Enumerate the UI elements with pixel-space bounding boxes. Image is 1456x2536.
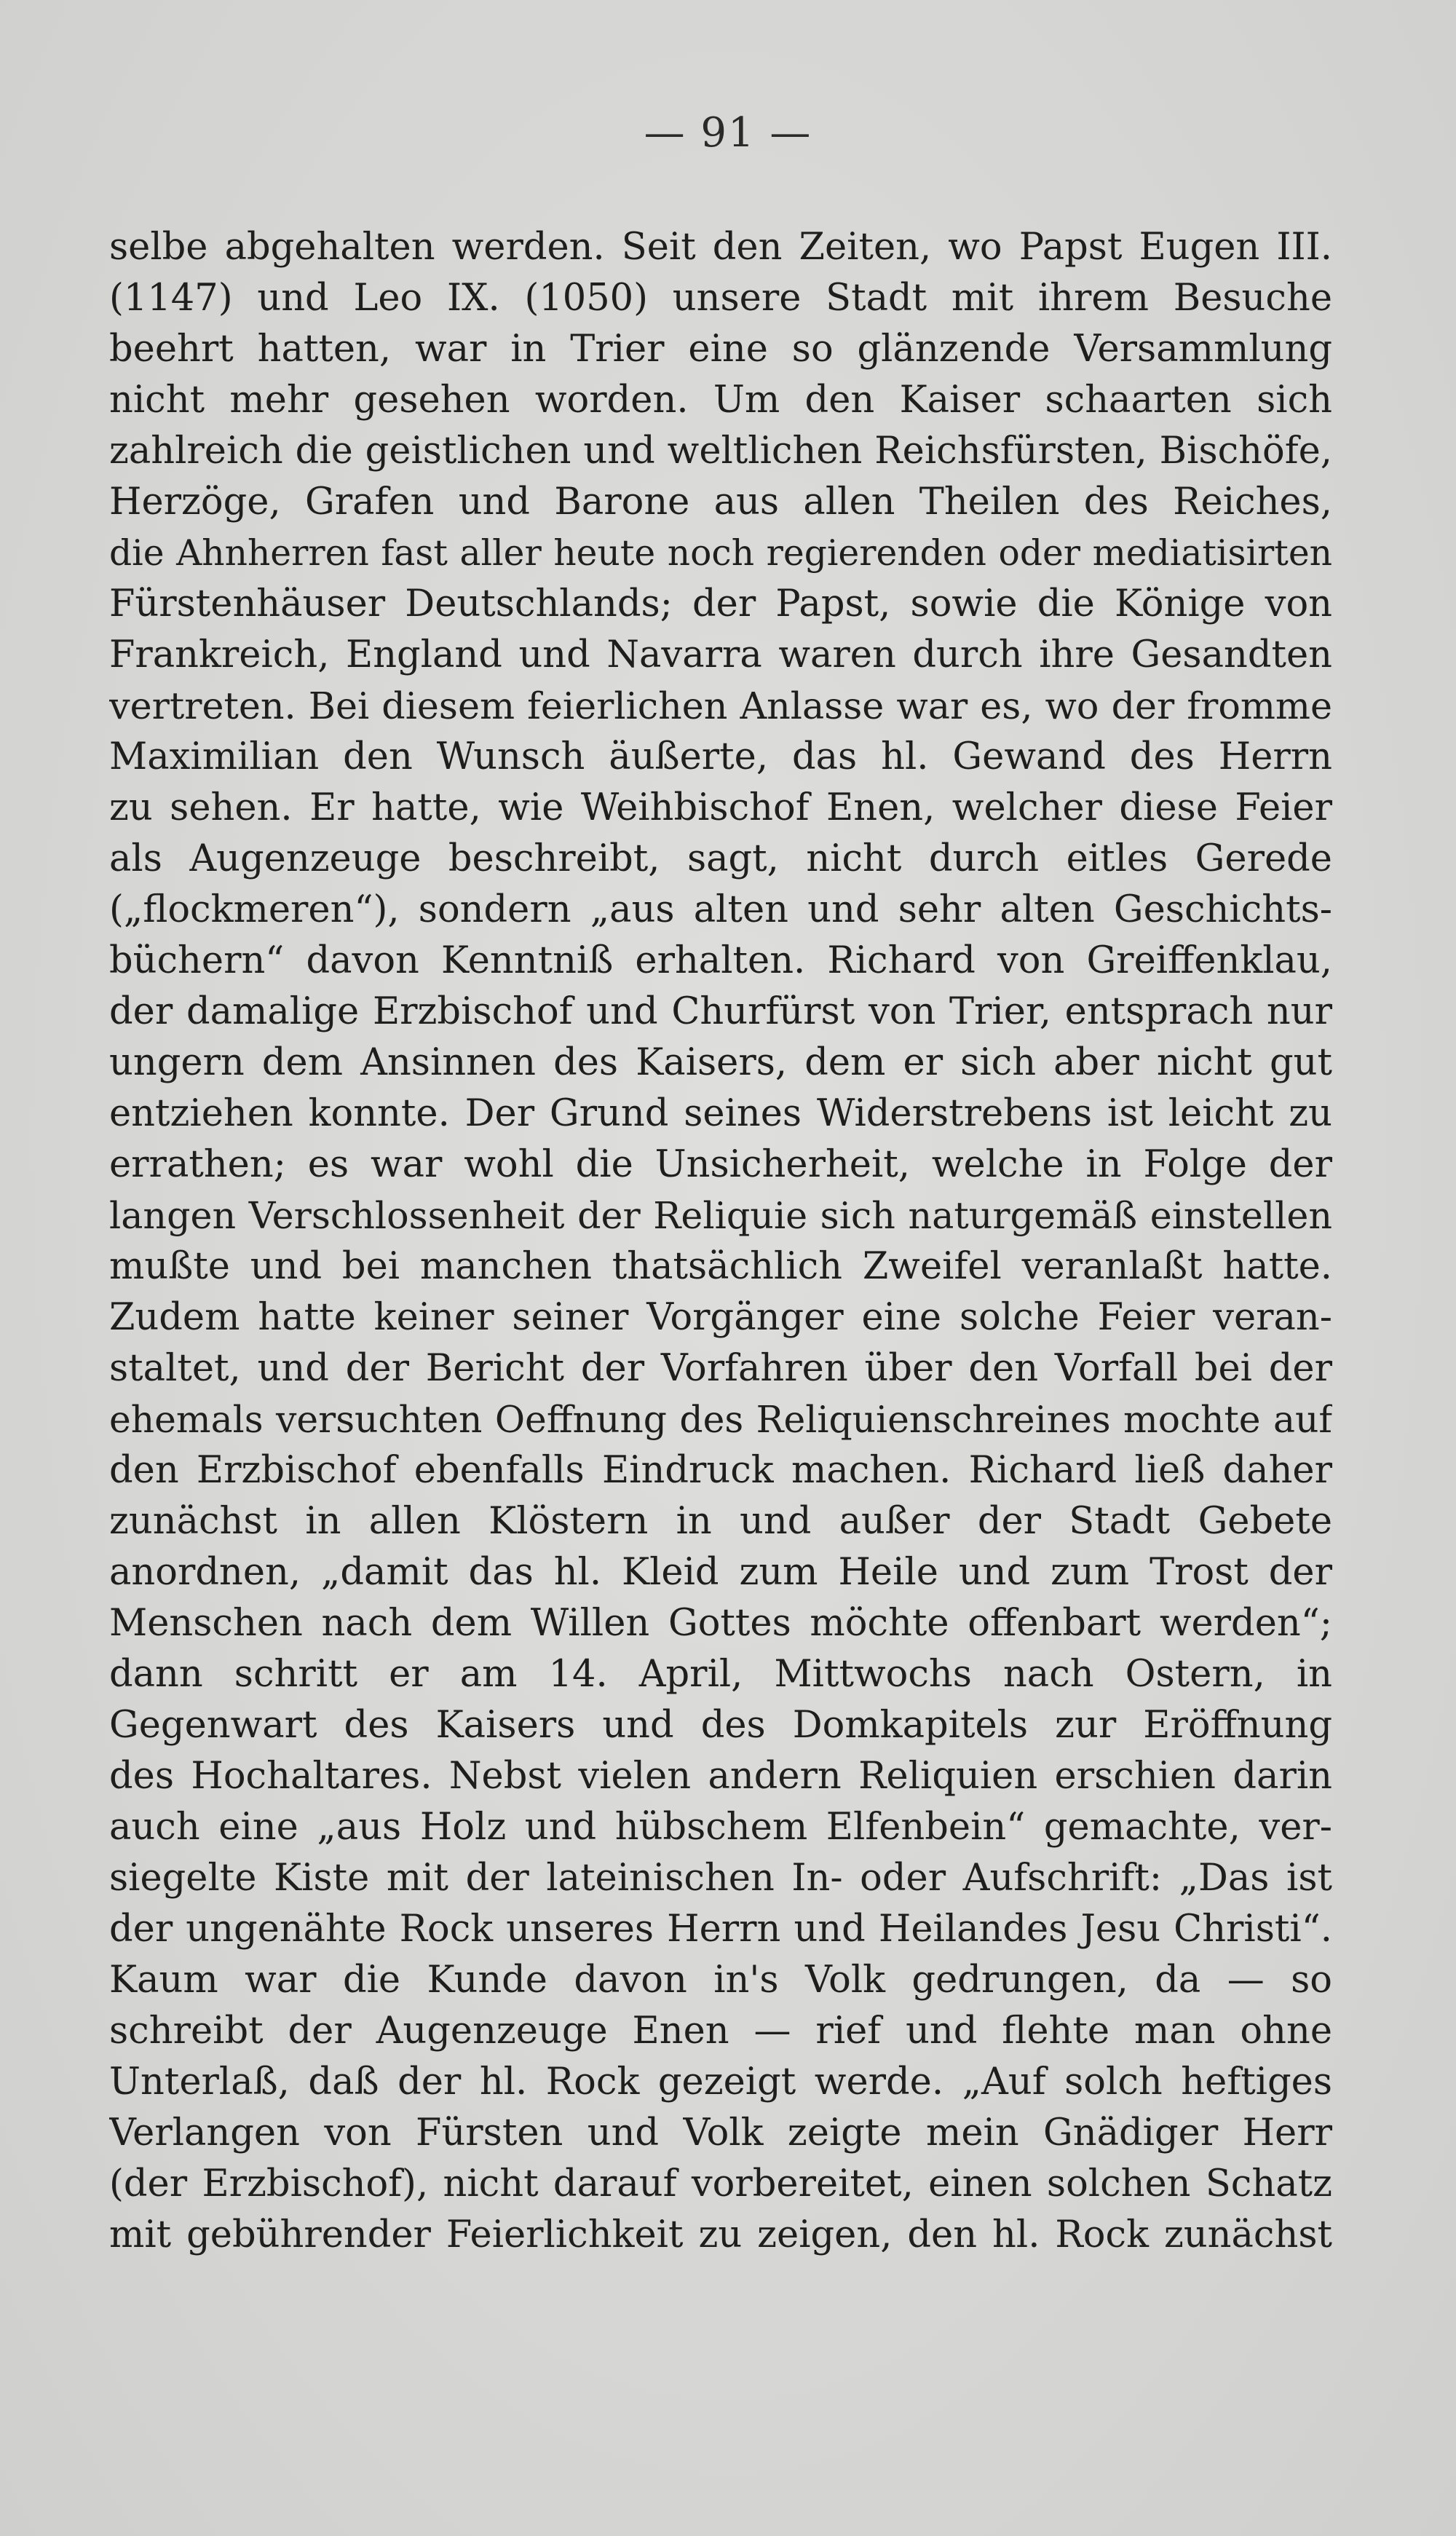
text-line: Frankreich, England und Navarra waren durch ihre Gesandten [109,633,1332,676]
text-line: mußte und bei manchen thatsächlich Zweifel veranlaßt hatte. [109,1245,1332,1288]
body-text [109,222,1332,2261]
text-line: der ungenähte Rock unseres Herrn und Heilandes Jesu Christi“. [109,1908,1332,1951]
text-line: Menschen nach dem Willen Gottes möchte offenbart werden“; [109,1602,1332,1645]
text-line: schreibt der Augenzeuge Enen — rief und flehte man ohne [109,2010,1332,2053]
text-line: („flockmeren“), sondern „aus alten und sehr alten Geschichts- [109,888,1332,931]
text-line: (der Erzbischof), nicht darauf vorbereitet, einen solchen Schatz [109,2162,1332,2205]
text-line: Kaum war die Kunde davon in's Volk gedrungen, da — so [109,1959,1332,2002]
text-line: als Augenzeuge beschreibt, sagt, nicht durch eitles Gerede [109,837,1332,880]
text-line: nicht mehr gesehen worden. Um den Kaiser schaarten sich [109,379,1332,422]
text-line: anordnen, „damit das hl. Kleid zum Heile und zum Trost der [109,1551,1332,1594]
text-line: Maximilian den Wunsch äußerte, das hl. Gewand des Herrn [109,735,1332,778]
text-line: zunächst in allen Klöstern in und außer der Stadt Gebete [109,1500,1332,1543]
text-line: (1147) und Leo IX. (1050) unsere Stadt mit ihrem Besuche [109,277,1332,320]
page-number: — 91 — [644,109,812,157]
text-line: die Ahnherren fast aller heute noch regierenden oder mediatisirten [109,533,1332,574]
text-line: errathen; es war wohl die Unsicherheit, welche in Folge der [109,1143,1332,1186]
text-line: staltet, und der Bericht der Vorfahren über den Vorfall bei der [109,1347,1332,1390]
text-line: Gegenwart des Kaisers und des Domkapitels zur Eröffnung [109,1704,1332,1747]
text-line: vertreten. Bei diesem feierlichen Anlasse war es, wo der fromme [109,684,1332,727]
text-line: auch eine „aus Holz und hübschem Elfenbein“ gemachte, ver- [109,1806,1332,1849]
text-line: selbe abgehalten werden. Seit den Zeiten, wo Papst Eugen III. [109,226,1332,269]
text-line: Zudem hatte keiner seiner Vorgänger eine solche Feier veran- [109,1296,1332,1339]
text-line: Unterlaß, daß der hl. Rock gezeigt werde. „Auf solch heftiges [109,2061,1332,2104]
text-line: mit gebührender Feierlichkeit zu zeigen, den hl. Rock zunächst [109,2213,1332,2256]
text-line: ungern dem Ansinnen des Kaisers, dem er sich aber nicht gut [109,1041,1332,1084]
text-line: Verlangen von Fürsten und Volk zeigte mein Gnädiger Herr [109,2112,1332,2154]
text-line: entziehen konnte. Der Grund seines Widerstrebens ist leicht zu [109,1092,1332,1135]
text-line: dann schritt er am 14. April, Mittwochs nach Ostern, in [109,1653,1332,1696]
text-line: des Hochaltares. Nebst vielen andern Reliquien erschien darin [109,1755,1332,1798]
text-line: zu sehen. Er hatte, wie Weihbischof Enen, welcher diese Feier [109,786,1332,829]
text-line: langen Verschlossenheit der Reliquie sich naturgemäß einstellen [109,1194,1332,1237]
text-line: Fürstenhäuser Deutschlands; der Papst, sowie die Könige von [109,582,1332,625]
text-line: der damalige Erzbischof und Churfürst von Trier, entsprach nur [109,990,1332,1033]
text-line: den Erzbischof ebenfalls Eindruck machen. Richard ließ daher [109,1449,1332,1492]
text-line: zahlreich die geistlichen und weltlichen Reichsfürsten, Bischöfe, [109,430,1332,473]
text-line: büchern“ davon Kenntniß erhalten. Richard von Greiffenklau, [109,939,1332,982]
text-line: beehrt hatten, war in Trier eine so glänzende Versammlung [109,328,1332,371]
text-line: ehemals versuchten Oeffnung des Reliquienschreines mochte auf [109,1398,1332,1441]
text-line: Herzöge, Grafen und Barone aus allen Theilen des Reiches, [109,481,1332,524]
text-line: siegelte Kiste mit der lateinischen In- oder Aufschrift: „Das ist [109,1857,1332,1900]
